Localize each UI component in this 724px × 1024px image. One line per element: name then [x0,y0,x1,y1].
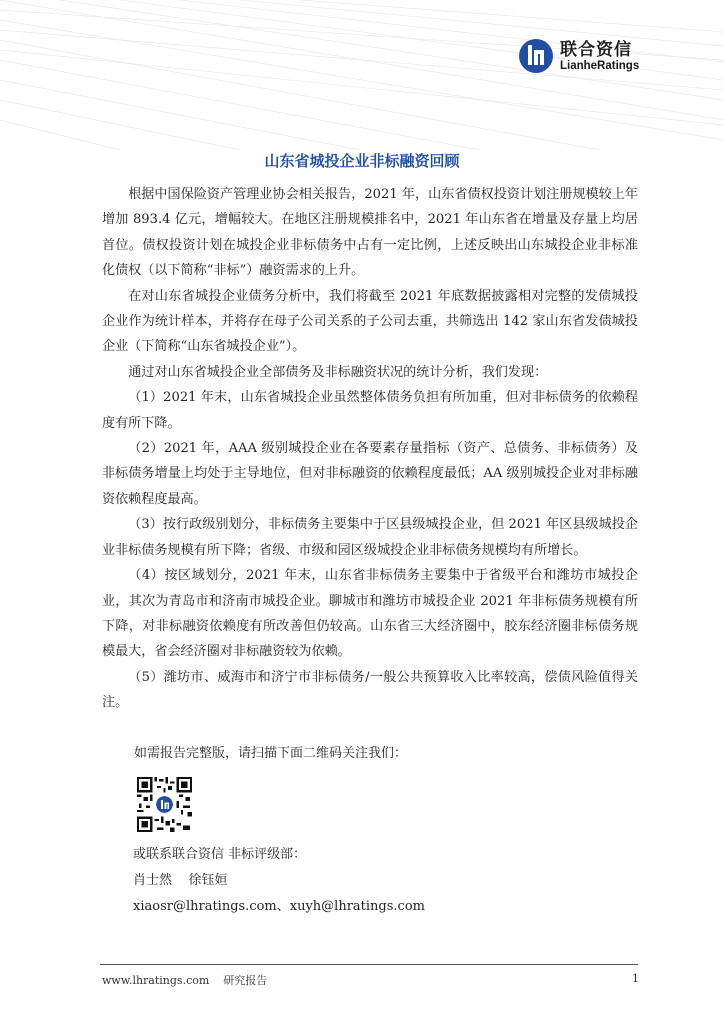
report-body [102,182,638,716]
header-background-rays [0,0,724,150]
qr-code-icon[interactable] [137,777,192,832]
footer-text: www.lhratings.com 研究报告 [102,974,268,987]
contact-department: 或联系联合资信 非标评级部： [133,847,307,862]
page-number: 1 [632,972,639,985]
logo-chinese-name: 联合资信 [560,39,632,60]
contact-intro [102,742,638,766]
paragraph: （3）按行政级别划分，非标债务主要集中于区县级城投企业，但 2021 年区县级城投企业非标债务规模有所下降；省级、市级和园区级城投企业非标债务规模均有所增长。 [102,517,638,558]
company-logo [518,38,639,74]
footer-divider [100,964,638,965]
contact-emails[interactable]: xiaosr@lhratings.com、xuyh@lhratings.com [133,899,425,914]
paragraph: （4）按区域划分，2021 年末，山东省非标债务主要集中于省级平台和潍坊市城投企业，其次为青岛市和济南市城投企业。聊城市和潍坊市城投企业 2021 年非标债务规模有所下降，对非标融资依赖度有所改善但仍较高。山东省三大经济圈中，胶东经济圈非标债务规模最大，省会经济圈对非标融资较为依赖。 [102,568,638,660]
page-title: 山东省城投企业非标融资回顾 [264,152,460,170]
paragraph: 根据中国保险资产管理业协会相关报告，2021 年，山东省债权投资计划注册规模较上年增加 893.4 亿元，增幅较大。在地区注册规模排名中，2021 年山东省在增量及存量上均居首位。债权投资计划在城投企业非标债务中占有一定比例，上述反映出山东城投企业非标准化债权（以下简称“非标”）融资需求的上升。 [102,187,638,279]
logo-english-name: LianheRatings [560,59,640,72]
paragraph: （2）2021 年，AAA 级别城投企业在各要素存量指标（资产、总债务、非标债务）及非标债务增量上均处于主导地位，但对非标融资的依赖程度最低；AA 级别城投企业对非标融资依赖程度最高。 [102,441,638,507]
contact-details [133,842,425,920]
qr-instruction: 如需报告完整版，请扫描下面二维码关注我们： [134,746,408,761]
contact-names: 肖士然 徐钰姮 [133,873,228,888]
paragraph: 通过对山东省城投企业全部债务及非标融资状况的统计分析，我们发现： [128,364,548,380]
paragraph: 在对山东省城投企业债务分析中，我们将截至 2021 年底数据披露相对完整的发债城投企业作为统计样本，并将存在母子公司关系的子公司去重，共筛选出 142 家山东省发债城投企业（下简称“山东省城投企业”）。 [102,288,638,355]
paragraph: （1）2021 年末，山东省城投企业虽然整体债务负担有所加重，但对非标债务的依赖程度有所下降。 [102,390,638,431]
lianhe-logo-icon [518,38,554,74]
paragraph: （5）潍坊市、威海市和济宁市非标债务/一般公共预算收入比率较高，偿债风险值得关注。 [102,669,638,711]
